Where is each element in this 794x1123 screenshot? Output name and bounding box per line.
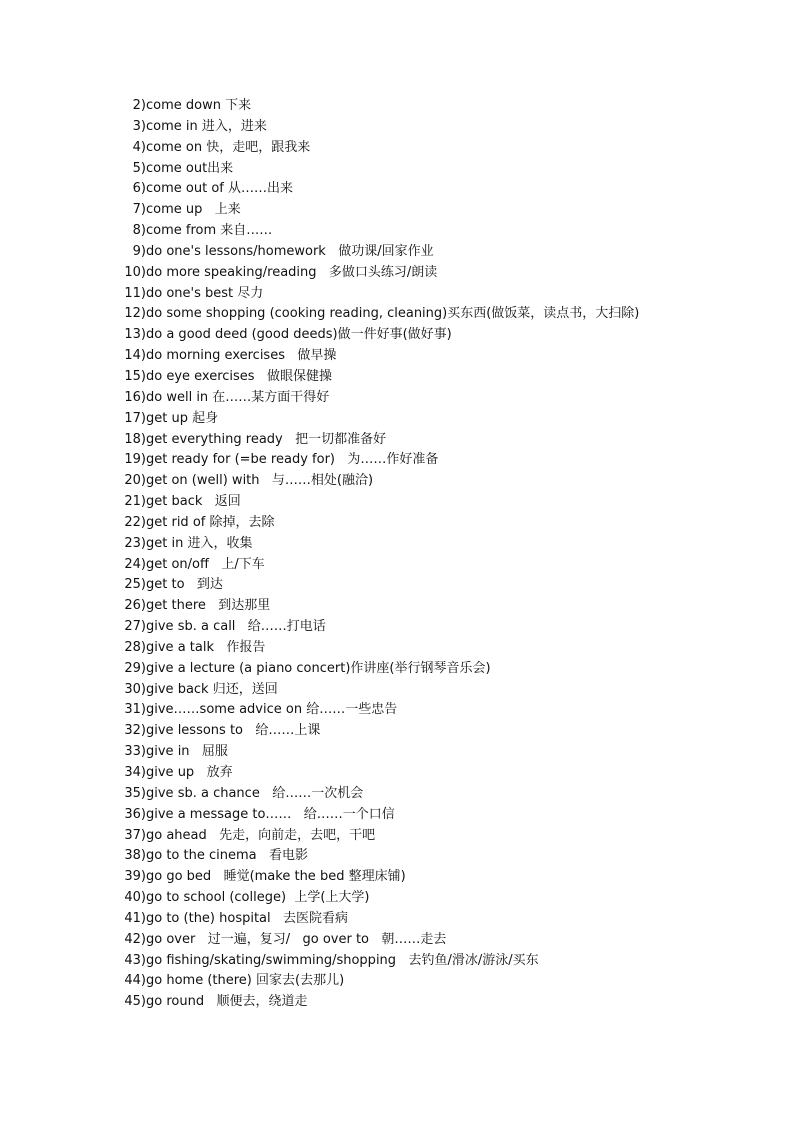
entry-text: give back 归还，送回: [146, 681, 278, 697]
entry-text: come from 来自……: [146, 223, 273, 239]
entry-text: give sb. a chance 给……一次机会: [146, 785, 364, 801]
entry-number: 19): [124, 452, 146, 468]
phrase-entry: [0, 138, 639, 159]
entry-text: get on (well) with 与……相处(融洽): [146, 473, 374, 489]
phrase-entry: [0, 450, 639, 471]
entry-text: go go bed 睡觉(make the bed 整理床铺): [146, 869, 406, 885]
phrase-entry: [0, 159, 639, 180]
entry-number: 15): [124, 368, 146, 384]
entry-number: 22): [124, 514, 146, 530]
phrase-entry: [0, 492, 639, 513]
phrase-entry: [0, 721, 639, 742]
entry-text: get up 起身: [146, 410, 219, 426]
phrase-entry: [0, 200, 639, 221]
phrase-entry: [0, 534, 639, 555]
entry-text: do a good deed (good deeds)做一件好事(做好事): [146, 327, 452, 343]
entry-number: 23): [124, 535, 146, 551]
phrase-entry: [0, 659, 639, 680]
entry-number: 43): [124, 952, 146, 968]
phrase-entry: [0, 784, 639, 805]
phrase-entry: [0, 846, 639, 867]
phrase-entry: [0, 346, 639, 367]
entry-number: 36): [124, 806, 146, 822]
entry-number: 35): [124, 785, 146, 801]
entry-text: do eye exercises 做眼保健操: [146, 368, 332, 384]
entry-text: come on 快，走吧，跟我来: [146, 139, 311, 155]
entry-number: 12): [124, 306, 146, 322]
entry-text: go to school (college) 上学(上大学): [146, 890, 370, 906]
phrase-entry: [0, 263, 639, 284]
phrase-entry: [0, 909, 639, 930]
entry-number: 26): [124, 598, 146, 614]
entry-number: 34): [124, 765, 146, 780]
entry-text: get ready for (=be ready for) 为……作好准备: [146, 452, 439, 468]
phrase-list: [0, 96, 639, 1013]
entry-text: come up 上来: [146, 202, 241, 218]
phrase-entry: [0, 117, 639, 138]
entry-text: do morning exercises 做早操: [146, 348, 337, 364]
phrase-entry: [0, 742, 639, 763]
entry-number: 37): [124, 827, 146, 843]
phrase-entry: [0, 96, 639, 117]
entry-text: come down 下来: [146, 98, 252, 113]
entry-text: give sb. a call 给……打电话: [146, 619, 326, 635]
phrase-entry: [0, 596, 639, 617]
phrase-entry: [0, 700, 639, 721]
entry-text: get there 到达那里: [146, 598, 271, 614]
phrase-entry: [0, 805, 639, 826]
phrase-entry: [0, 430, 639, 451]
entry-text: go to (the) hospital 去医院看病: [146, 910, 349, 926]
entry-number: 24): [124, 556, 146, 572]
entry-text: go over 过一遍，复习/ go over to 朝……走去: [146, 931, 447, 947]
entry-number: 18): [124, 431, 146, 447]
phrase-entry: [0, 325, 639, 346]
phrase-entry: [0, 284, 639, 305]
entry-text: go home (there) 回家去(去那儿): [146, 973, 345, 989]
entry-text: give lessons to 给……上课: [146, 723, 321, 739]
phrase-entry: [0, 555, 639, 576]
entry-text: give a lecture (a piano concert)作讲座(举行钢琴音乐会): [146, 660, 491, 676]
phrase-entry: [0, 179, 639, 200]
entry-text: give a talk 作报告: [146, 639, 266, 655]
entry-number: 21): [124, 494, 146, 510]
entry-text: get in 进入，收集: [146, 535, 253, 551]
entry-number: 5): [132, 160, 146, 176]
entry-number: 29): [124, 660, 146, 676]
entry-text: do well in 在……某方面干得好: [146, 389, 330, 405]
entry-text: come in 进入，进来: [146, 118, 267, 134]
entry-number: 32): [124, 723, 146, 739]
phrase-entry: [0, 992, 639, 1013]
phrase-entry: [0, 388, 639, 409]
phrase-entry: [0, 575, 639, 596]
phrase-entry: [0, 221, 639, 242]
entry-text: get everything ready 把一切都准备好: [146, 431, 387, 447]
entry-number: 31): [124, 702, 146, 718]
entry-number: 38): [124, 848, 146, 864]
entry-text: do one's lessons/homework 做功课/回家作业: [146, 243, 434, 259]
entry-number: 8): [132, 223, 146, 239]
entry-number: 10): [124, 264, 146, 280]
phrase-entry: [0, 826, 639, 847]
entry-text: come out出来: [146, 160, 234, 176]
phrase-entry: [0, 409, 639, 430]
entry-text: do more speaking/reading 多做口头练习/朗读: [146, 264, 438, 280]
entry-number: 28): [124, 639, 146, 655]
entry-number: 41): [124, 910, 146, 926]
entry-number: 14): [124, 348, 146, 364]
phrase-entry: [0, 617, 639, 638]
entry-text: get on/off 上/下车: [146, 556, 265, 572]
entry-number: 20): [124, 473, 146, 489]
entry-number: 11): [124, 285, 146, 301]
entry-number: 27): [124, 619, 146, 635]
entry-text: go ahead 先走，向前走，去吧，干吧: [146, 827, 376, 843]
entry-text: do some shopping (cooking reading, cleaning)买东西(做饭菜，读点书，大扫除): [146, 306, 640, 322]
phrase-entry: [0, 951, 639, 972]
entry-number: 42): [124, 931, 146, 947]
entry-text: come out of 从……出来: [146, 181, 293, 197]
entry-number: 3): [132, 118, 146, 134]
entry-number: 40): [124, 890, 146, 906]
entry-text: go round 顺便去，绕道走: [146, 994, 308, 1010]
entry-number: 39): [124, 869, 146, 885]
phrase-entry: [0, 638, 639, 659]
phrase-entry: [0, 304, 639, 325]
entry-number: 17): [124, 410, 146, 426]
entry-number: 7): [132, 202, 146, 218]
entry-text: give a message to…… 给……一个口信: [146, 806, 395, 822]
phrase-entry: [0, 242, 639, 263]
phrase-entry: [0, 513, 639, 534]
entry-number: 16): [124, 389, 146, 405]
phrase-entry: [0, 471, 639, 492]
phrase-entry: [0, 680, 639, 701]
phrase-entry: [0, 888, 639, 909]
phrase-entry: [0, 971, 639, 992]
entry-text: give in 屈服: [146, 744, 228, 760]
phrase-entry: [0, 867, 639, 888]
entry-number: 2): [132, 98, 146, 113]
entry-text: get rid of 除掉，去除: [146, 514, 275, 530]
entry-number: 30): [124, 681, 146, 697]
entry-number: 45): [124, 994, 146, 1010]
entry-text: go to the cinema 看电影: [146, 848, 309, 864]
entry-number: 25): [124, 577, 146, 593]
phrase-entry: [0, 763, 639, 784]
entry-number: 9): [132, 243, 146, 259]
entry-text: get back 返回: [146, 494, 241, 510]
phrase-entry: [0, 930, 639, 951]
entry-number: 44): [124, 973, 146, 989]
entry-text: give……some advice on 给……一些忠告: [146, 702, 398, 718]
entry-number: 33): [124, 744, 146, 760]
phrase-entry: [0, 367, 639, 388]
entry-text: do one's best 尽力: [146, 285, 264, 301]
entry-number: 6): [132, 181, 146, 197]
entry-number: 4): [132, 139, 146, 155]
entry-text: go fishing/skating/swimming/shopping 去钓鱼/滑冰/游泳/买东: [146, 952, 539, 968]
entry-number: 13): [124, 327, 146, 343]
entry-text: give up 放弃: [146, 765, 233, 780]
entry-text: get to 到达: [146, 577, 223, 593]
